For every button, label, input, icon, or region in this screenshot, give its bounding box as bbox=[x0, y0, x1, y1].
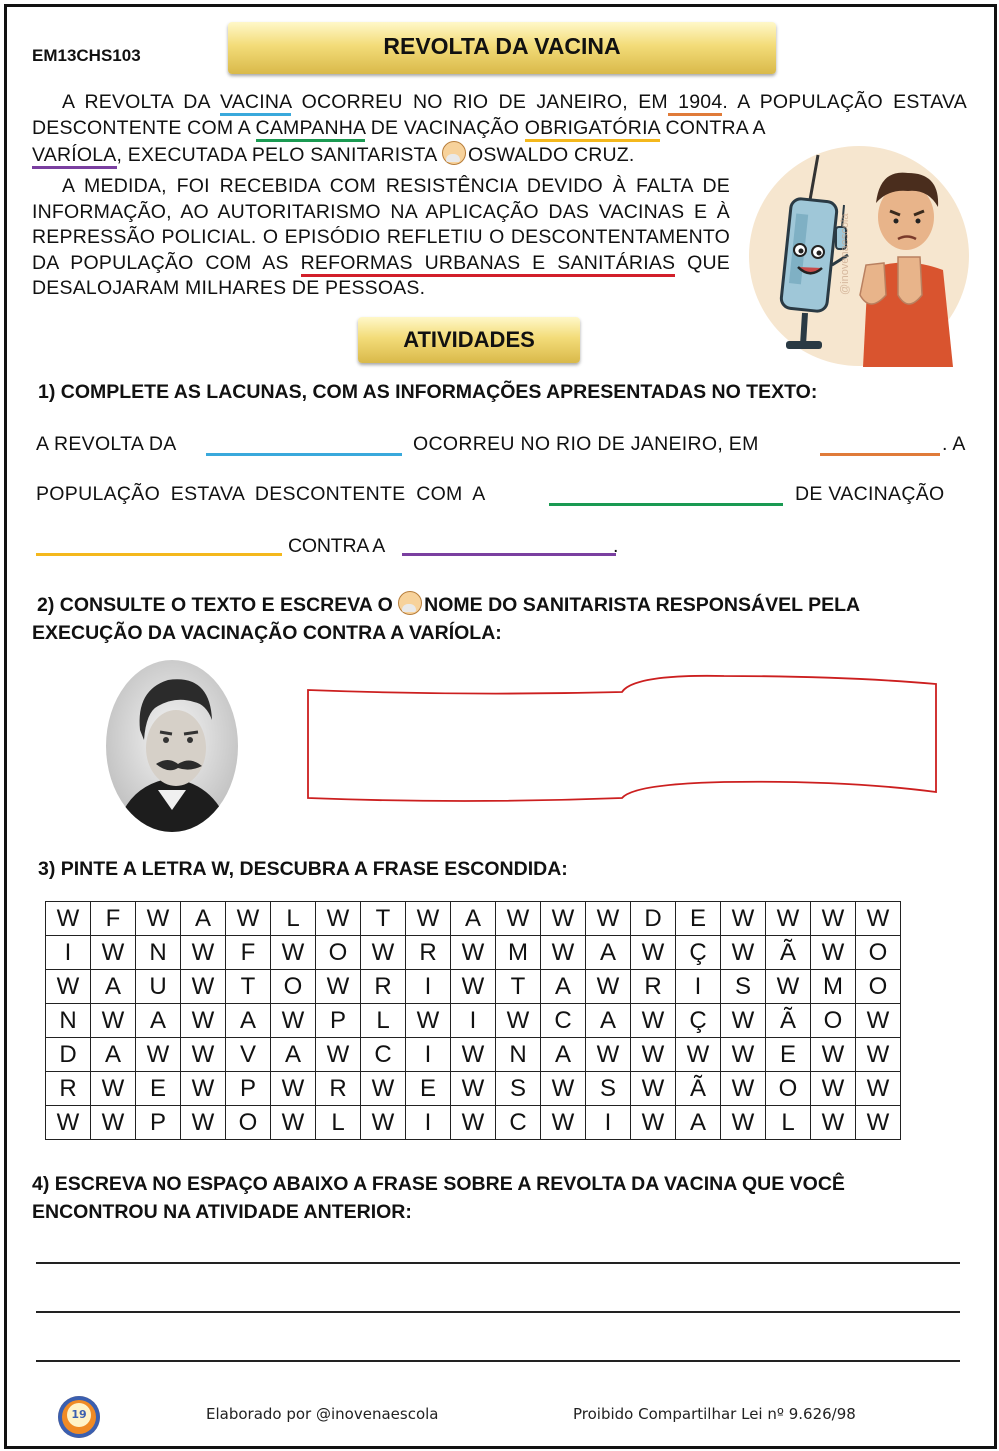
grid-cell[interactable]: R bbox=[406, 936, 451, 970]
highlight-year: 1904 bbox=[668, 91, 723, 116]
grid-cell[interactable]: M bbox=[496, 936, 541, 970]
grid-cell[interactable]: W bbox=[811, 902, 856, 936]
blank-campanha-field[interactable] bbox=[549, 503, 783, 506]
fill-text: . A bbox=[942, 433, 966, 455]
grid-cell[interactable]: W bbox=[811, 1106, 856, 1140]
grid-cell[interactable]: W bbox=[856, 1072, 901, 1106]
grid-cell[interactable]: W bbox=[631, 936, 676, 970]
grid-cell[interactable]: A bbox=[586, 936, 631, 970]
fill-text: DE VACINAÇÃO bbox=[795, 483, 945, 505]
grid-row bbox=[46, 1072, 901, 1106]
grid-cell[interactable]: L bbox=[766, 1106, 811, 1140]
text-segment: , EXECUTADA PELO SANITARISTA bbox=[116, 144, 442, 166]
grid-cell[interactable]: W bbox=[541, 936, 586, 970]
highlight-variola: VARÍOLA bbox=[32, 144, 117, 169]
grid-cell[interactable]: W bbox=[181, 1004, 226, 1038]
grid-cell[interactable]: R bbox=[46, 1072, 91, 1106]
grid-cell[interactable]: W bbox=[271, 1072, 316, 1106]
health-worker-icon bbox=[442, 141, 466, 165]
grid-cell[interactable]: S bbox=[586, 1072, 631, 1106]
grid-cell[interactable]: I bbox=[406, 970, 451, 1004]
grid-cell[interactable]: W bbox=[721, 1004, 766, 1038]
logo-text: 19 bbox=[67, 1403, 91, 1427]
grid-cell[interactable]: A bbox=[136, 1004, 181, 1038]
grid-cell[interactable]: W bbox=[496, 902, 541, 936]
grid-cell[interactable]: W bbox=[856, 1106, 901, 1140]
fill-text: POPULAÇÃO ESTAVA DESCONTENTE COM A bbox=[36, 483, 486, 505]
highlight-obrigatoria: OBRIGATÓRIA bbox=[525, 117, 660, 142]
grid-cell[interactable]: W bbox=[811, 1038, 856, 1072]
fill-text: . bbox=[613, 535, 619, 557]
grid-cell[interactable]: W bbox=[856, 1038, 901, 1072]
grid-cell[interactable]: W bbox=[361, 1106, 406, 1140]
grid-cell[interactable]: W bbox=[451, 1072, 496, 1106]
grid-cell[interactable]: W bbox=[856, 902, 901, 936]
q2-text: 2) CONSULTE O TEXTO E ESCREVA O bbox=[37, 594, 399, 616]
grid-cell[interactable]: I bbox=[46, 936, 91, 970]
grid-cell[interactable]: P bbox=[316, 1004, 361, 1038]
grid-cell[interactable]: W bbox=[586, 970, 631, 1004]
question-3-title: 3) PINTE A LETRA W, DESCUBRA A FRASE ESCONDIDA: bbox=[38, 858, 568, 880]
grid-cell[interactable]: A bbox=[271, 1038, 316, 1072]
grid-cell[interactable]: V bbox=[226, 1038, 271, 1072]
text-segment: . A POPULAÇÃO ESTAVA DESCONTENTE COM A bbox=[32, 91, 967, 139]
grid-cell[interactable]: T bbox=[361, 902, 406, 936]
grid-cell[interactable]: N bbox=[46, 1004, 91, 1038]
answer-line[interactable] bbox=[36, 1360, 960, 1362]
grid-cell[interactable]: W bbox=[721, 936, 766, 970]
word-search-grid bbox=[45, 901, 901, 1140]
grid-cell[interactable]: W bbox=[766, 970, 811, 1004]
grid-cell[interactable]: Ç bbox=[676, 1004, 721, 1038]
grid-cell[interactable]: W bbox=[181, 970, 226, 1004]
text-segment: DE VACINAÇÃO bbox=[365, 116, 525, 139]
grid-cell[interactable]: W bbox=[766, 902, 811, 936]
grid-row bbox=[46, 1038, 901, 1072]
grid-cell[interactable]: Ã bbox=[766, 936, 811, 970]
grid-cell[interactable]: P bbox=[136, 1106, 181, 1140]
grid-row bbox=[46, 1004, 901, 1038]
blank-obrigatoria-field[interactable] bbox=[36, 553, 282, 556]
grid-cell[interactable]: W bbox=[631, 1038, 676, 1072]
grid-cell[interactable]: W bbox=[451, 970, 496, 1004]
grid-cell[interactable]: W bbox=[541, 1072, 586, 1106]
text-segment: CONTRA A bbox=[659, 116, 766, 139]
grid-cell[interactable]: M bbox=[811, 970, 856, 1004]
grid-cell[interactable]: S bbox=[721, 970, 766, 1004]
fill-text: A REVOLTA DA bbox=[36, 433, 177, 455]
grid-cell[interactable]: I bbox=[586, 1106, 631, 1140]
grid-cell[interactable]: W bbox=[361, 936, 406, 970]
grid-cell[interactable]: W bbox=[451, 1038, 496, 1072]
grid-cell[interactable]: O bbox=[856, 970, 901, 1004]
grid-cell[interactable]: W bbox=[721, 1038, 766, 1072]
grid-cell[interactable]: D bbox=[46, 1038, 91, 1072]
health-worker-icon bbox=[398, 591, 422, 615]
grid-cell[interactable]: I bbox=[406, 1038, 451, 1072]
blank-year-field[interactable] bbox=[820, 453, 940, 456]
grid-cell[interactable]: W bbox=[271, 1106, 316, 1140]
grid-cell[interactable]: A bbox=[91, 970, 136, 1004]
grid-cell[interactable]: W bbox=[451, 1106, 496, 1140]
grid-cell[interactable]: I bbox=[676, 970, 721, 1004]
question-2-title bbox=[32, 591, 972, 647]
grid-cell[interactable]: I bbox=[451, 1004, 496, 1038]
grid-cell[interactable]: E bbox=[406, 1072, 451, 1106]
grid-cell[interactable]: W bbox=[46, 902, 91, 936]
grid-cell[interactable]: W bbox=[91, 936, 136, 970]
text-segment: A REVOLTA DA bbox=[62, 91, 220, 113]
question-1-title: 1) COMPLETE AS LACUNAS, COM AS INFORMAÇÕES APRESENTADAS NO TEXTO: bbox=[38, 381, 818, 403]
portrait-oswaldo-cruz bbox=[106, 660, 239, 832]
watermark-text: @inovenaescola bbox=[839, 213, 851, 295]
grid-cell[interactable]: A bbox=[226, 1004, 271, 1038]
fill-line-1 bbox=[36, 433, 177, 456]
grid-cell[interactable]: O bbox=[856, 936, 901, 970]
grid-cell[interactable]: R bbox=[631, 970, 676, 1004]
answer-line[interactable] bbox=[36, 1311, 960, 1313]
question-4-title: 4) ESCREVA NO ESPAÇO ABAIXO A FRASE SOBRE A REVOLTA DA VACINA QUE VOCÊ ENCONTROU NA ATIVIDADE ANTERIOR: bbox=[32, 1173, 845, 1223]
grid-cell[interactable]: W bbox=[271, 936, 316, 970]
grid-cell[interactable]: W bbox=[136, 1038, 181, 1072]
grid-cell[interactable]: W bbox=[631, 1106, 676, 1140]
grid-cell[interactable]: E bbox=[136, 1072, 181, 1106]
grid-cell[interactable]: W bbox=[811, 936, 856, 970]
vaccine-illustration bbox=[748, 145, 970, 367]
grid-cell[interactable]: W bbox=[451, 936, 496, 970]
grid-cell[interactable]: T bbox=[226, 970, 271, 1004]
grid-cell[interactable]: W bbox=[316, 970, 361, 1004]
grid-cell[interactable]: T bbox=[496, 970, 541, 1004]
grid-cell[interactable]: W bbox=[811, 1072, 856, 1106]
grid-cell[interactable]: W bbox=[181, 936, 226, 970]
grid-cell[interactable]: W bbox=[181, 1072, 226, 1106]
grid-cell[interactable]: Ã bbox=[766, 1004, 811, 1038]
grid-cell[interactable]: R bbox=[361, 970, 406, 1004]
grid-cell[interactable]: W bbox=[136, 902, 181, 936]
grid-cell[interactable]: W bbox=[361, 1072, 406, 1106]
answer-line[interactable] bbox=[36, 1262, 960, 1264]
text-segment: A MEDIDA, FOI RECEBIDA COM RESISTÊNCIA DEVIDO À FALTA DE INFORMAÇÃO, AO AUTORITARISMO NA APLICAÇÃO DAS VACINAS E À REPRESSÃO POLICIAL. O EPISÓDIO REFLETIU O DESCONTENTAMENTO DA POPULAÇÃO COM AS bbox=[32, 175, 730, 274]
text-segment: OCORREU NO RIO DE JANEIRO, EM bbox=[291, 91, 668, 113]
paragraph-context bbox=[32, 174, 730, 302]
grid-cell[interactable]: W bbox=[181, 1038, 226, 1072]
grid-cell[interactable]: O bbox=[811, 1004, 856, 1038]
grid-cell[interactable]: W bbox=[91, 1106, 136, 1140]
grid-cell[interactable]: E bbox=[766, 1038, 811, 1072]
fill-text: CONTRA A bbox=[288, 535, 386, 557]
grid-cell[interactable]: W bbox=[226, 902, 271, 936]
highlight-reformas: REFORMAS URBANAS E SANITÁRIAS bbox=[301, 252, 676, 277]
grid-cell[interactable]: L bbox=[316, 1106, 361, 1140]
grid-cell[interactable]: W bbox=[586, 902, 631, 936]
grid-cell[interactable]: O bbox=[766, 1072, 811, 1106]
text-segment: OSWALDO CRUZ. bbox=[467, 144, 635, 166]
grid-cell[interactable]: Ã bbox=[676, 1072, 721, 1106]
activities-banner: ATIVIDADES bbox=[358, 317, 580, 363]
grid-cell[interactable]: W bbox=[46, 1106, 91, 1140]
grid-cell[interactable]: I bbox=[406, 1106, 451, 1140]
grid-cell[interactable]: E bbox=[676, 902, 721, 936]
grid-cell[interactable]: D bbox=[631, 902, 676, 936]
brand-logo-icon bbox=[58, 1396, 100, 1438]
grid-cell[interactable]: N bbox=[136, 936, 181, 970]
grid-cell[interactable]: W bbox=[406, 902, 451, 936]
grid-cell[interactable]: W bbox=[316, 902, 361, 936]
grid-cell[interactable]: A bbox=[451, 902, 496, 936]
q2-text: NOME DO SANITARISTA RESPONSÁVEL PELA EXECUÇÃO DA VACINAÇÃO CONTRA A VARÍOLA: bbox=[32, 594, 860, 644]
grid-cell[interactable]: W bbox=[631, 1004, 676, 1038]
answer-box[interactable] bbox=[304, 670, 940, 810]
grid-cell[interactable]: C bbox=[361, 1038, 406, 1072]
grid-cell[interactable]: R bbox=[316, 1072, 361, 1106]
grid-cell[interactable]: P bbox=[226, 1072, 271, 1106]
grid-cell[interactable]: A bbox=[91, 1038, 136, 1072]
grid-cell[interactable]: A bbox=[181, 902, 226, 936]
grid-cell[interactable]: W bbox=[541, 1106, 586, 1140]
grid-row bbox=[46, 902, 901, 936]
footer-copyright: Proibido Compartilhar Lei nº 9.626/98 bbox=[573, 1405, 856, 1423]
grid-cell[interactable]: L bbox=[271, 902, 316, 936]
grid-row bbox=[46, 970, 901, 1004]
grid-cell[interactable]: W bbox=[541, 902, 586, 936]
grid-cell[interactable]: W bbox=[406, 1004, 451, 1038]
grid-cell[interactable]: W bbox=[181, 1106, 226, 1140]
footer-credit: Elaborado por @inovenaescola bbox=[206, 1405, 439, 1423]
highlight-campanha: CAMPANHA bbox=[256, 117, 366, 142]
grid-cell[interactable]: W bbox=[46, 970, 91, 1004]
grid-cell[interactable]: O bbox=[316, 936, 361, 970]
grid-cell[interactable]: A bbox=[676, 1106, 721, 1140]
grid-cell[interactable]: A bbox=[541, 970, 586, 1004]
grid-cell[interactable]: F bbox=[91, 902, 136, 936]
grid-cell[interactable]: W bbox=[631, 1072, 676, 1106]
grid-cell[interactable]: W bbox=[721, 1072, 766, 1106]
blank-vacina-field[interactable] bbox=[206, 453, 402, 456]
grid-cell[interactable]: W bbox=[91, 1072, 136, 1106]
grid-cell[interactable]: O bbox=[271, 970, 316, 1004]
title-banner: REVOLTA DA VACINA bbox=[228, 22, 776, 74]
grid-cell[interactable]: W bbox=[91, 1004, 136, 1038]
grid-cell[interactable]: W bbox=[586, 1038, 631, 1072]
grid-cell[interactable]: W bbox=[496, 1004, 541, 1038]
grid-cell[interactable]: C bbox=[496, 1106, 541, 1140]
grid-cell[interactable]: S bbox=[496, 1072, 541, 1106]
fill-text: OCORREU NO RIO DE JANEIRO, EM bbox=[413, 433, 759, 455]
grid-cell[interactable]: C bbox=[541, 1004, 586, 1038]
grid-cell[interactable]: A bbox=[541, 1038, 586, 1072]
grid-cell[interactable]: N bbox=[496, 1038, 541, 1072]
grid-cell[interactable]: U bbox=[136, 970, 181, 1004]
grid-cell[interactable]: W bbox=[676, 1038, 721, 1072]
highlight-vacina: VACINA bbox=[220, 91, 291, 116]
grid-cell[interactable]: W bbox=[721, 902, 766, 936]
blank-variola-field[interactable] bbox=[402, 553, 616, 556]
grid-cell[interactable]: W bbox=[856, 1004, 901, 1038]
grid-cell[interactable]: A bbox=[586, 1004, 631, 1038]
grid-cell[interactable]: L bbox=[361, 1004, 406, 1038]
grid-cell[interactable]: W bbox=[721, 1106, 766, 1140]
grid-cell[interactable]: W bbox=[271, 1004, 316, 1038]
grid-row bbox=[46, 1106, 901, 1140]
grid-row bbox=[46, 936, 901, 970]
grid-cell[interactable]: F bbox=[226, 936, 271, 970]
grid-cell[interactable]: W bbox=[316, 1038, 361, 1072]
grid-cell[interactable]: Ç bbox=[676, 936, 721, 970]
text-segment: QUE DESALOJARAM MILHARES DE PESSOAS. bbox=[32, 251, 730, 299]
grid-cell[interactable]: O bbox=[226, 1106, 271, 1140]
skill-code: EM13CHS103 bbox=[32, 46, 141, 65]
